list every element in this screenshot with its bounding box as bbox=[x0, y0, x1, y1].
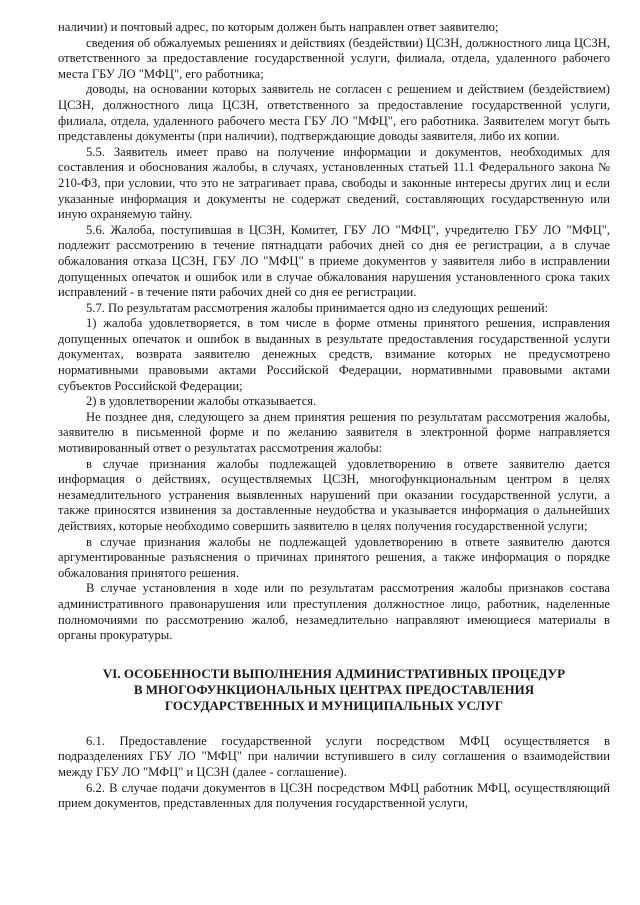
paragraph-6-1: 6.1. Предоставление государственной услуги посредством МФЦ осуществляется в подразделениях ГБУ ЛО "МФЦ" при наличии вступившего в силу соглашения о взаимодействии между ГБУ ЛО "МФЦ" и ЦСЗН (далее - соглашение). bbox=[58, 733, 610, 779]
paragraph-response-deadline: Не позднее дня, следующего за днем принятия решения по результатам рассмотрения жалобы, заявителю в письменной форме и по желанию заявителя в электронной форме направляется мотивированный ответ о результатах рассмотрения жалобы: bbox=[58, 409, 610, 456]
document-page bbox=[58, 20, 610, 812]
heading-line-1: VI. ОСОБЕННОСТИ ВЫПОЛНЕНИЯ АДМИНИСТРАТИВНЫХ ПРОЦЕДУР bbox=[102, 665, 566, 681]
paragraph-decision-1: 1) жалоба удовлетворяется, в том числе в форме отмены принятого решения, исправления допущенных опечаток и ошибок в выданных в результате предоставления государственной услуги документах, возврата заявителю денежных средств, взимание которых не предусмотрено нормативными правовыми актами Российской Федерации, нормативными правовыми актами субъектов Российской Федерации; bbox=[58, 316, 610, 393]
section-vi-heading bbox=[58, 666, 610, 714]
paragraph-decision-2: 2) в удовлетворении жалобы отказывается. bbox=[86, 394, 317, 409]
section-vi-text bbox=[58, 734, 610, 812]
paragraph-arguments: доводы, на основании которых заявитель не согласен с решением и действием (бездействием) ЦСЗН, должностного лица ЦСЗН, ответственного за предоставление государственной услуги, филиала, отдела, удаленного рабочего места ГБУ ЛО "МФЦ", его работника. Заявителем могут быть представлены документы (при наличии), подтверждающие доводы заявителя, либо их копии. bbox=[58, 82, 610, 144]
paragraph-5-7: 5.7. По результатам рассмотрения жалобы принимается одно из следующих решений: bbox=[86, 300, 549, 315]
paragraph-5-5: 5.5. Заявитель имеет право на получение информации и документов, необходимых для составления и обоснования жалобы, в случаях, установленных статьей 11.1 Федерального закона № 210-ФЗ, при условии, что это не затрагивает права, свободы и законные интересы других лиц и если указанные информация и документы не содержат сведений, составляющих государственную или иную охраняемую тайну. bbox=[58, 144, 610, 222]
paragraph-complaint-satisfied: в случае признания жалобы подлежащей удовлетворению в ответе заявителю дается информация о действиях, осуществляемых ЦСЗН, многофункциональным центром в целях незамедлительного устранения выявленных нарушений при оказании государственной услуги, а также приносятся извинения за доставленные неудобства и указывается информация о дальнейших действиях, которые необходимо совершить заявителю в целях получения государственной услуги; bbox=[58, 456, 610, 533]
paragraph-6-2: 6.2. В случае подачи документов в ЦСЗН посредством МФЦ работник МФЦ, осуществляющий прием документов, представленных для получения государственной услуги, bbox=[58, 780, 610, 811]
paragraph-5-6: 5.6. Жалоба, поступившая в ЦСЗН, Комитет, ГБУ ЛО "МФЦ", учредителю ГБУ ЛО "МФЦ", подлежит рассмотрению в течение пятнадцати рабочих дней со дня ее регистрации, а в случае обжалования отказа ЦСЗН, ГБУ ЛО "МФЦ" в приеме документов у заявителя либо в исправлении допущенных опечаток и ошибок или в случае обжалования нарушения установленного срока таких исправлений - в течение пяти рабочих дней со дня ее регистрации. bbox=[58, 222, 610, 300]
section-v-text bbox=[58, 20, 610, 644]
paragraph-prosecutor: В случае установления в ходе или по результатам рассмотрения жалобы признаков состава административного правонарушения или преступления должностное лицо, работник, наделенные полномочиями по рассмотрению жалоб, незамедлительно направляют имеющиеся материалы в органы прокуратуры. bbox=[58, 581, 610, 643]
paragraph-appealed-decisions: сведения об обжалуемых решениях и действиях (бездействии) ЦСЗН, должностного лица ЦСЗН, ответственного за предоставление государственной услуги, филиала, отдела, удаленного рабочего места ГБУ ЛО "МФЦ", его работника; bbox=[58, 35, 610, 81]
paragraph-complaint-rejected: в случае признания жалобы не подлежащей удовлетворению в ответе заявителю даются аргументированные разъяснения о причинах принятого решения, а также информация о порядке обжалования принятого решения. bbox=[58, 534, 610, 580]
heading-line-2: В МНОГОФУНКЦИОНАЛЬНЫХ ЦЕНТРАХ ПРЕДОСТАВЛЕНИЯ bbox=[133, 681, 535, 697]
paragraph-address: наличии) и почтовый адрес, по которым должен быть направлен ответ заявителю; bbox=[58, 20, 499, 34]
heading-line-3: ГОСУДАРСТВЕННЫХ И МУНИЦИПАЛЬНЫХ УСЛУГ bbox=[164, 697, 504, 713]
